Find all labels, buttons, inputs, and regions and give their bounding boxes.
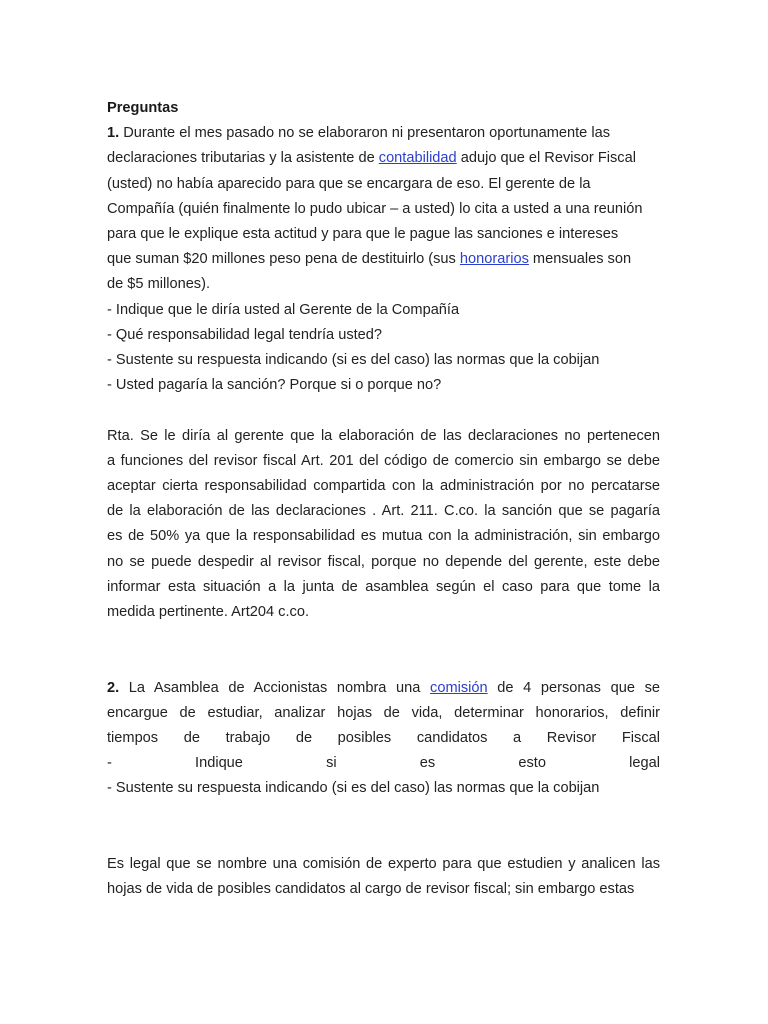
question-2-line: encargue de estudiar, analizar hojas de vida, determinar honorarios, definir: [107, 704, 660, 721]
question-1-text: que suman $20 millones peso pena de destituirlo (sus: [107, 251, 460, 268]
answer-1-line: es de 50% ya que la responsabilidad es mutua con la administración, sin embargo: [107, 528, 660, 545]
spacer: [107, 398, 660, 423]
answer-1-line: medida pertinente. Art204 c.co.: [107, 604, 310, 621]
honorarios-link[interactable]: honorarios: [459, 251, 529, 268]
question-1-line: Compañía (quién finalmente lo pudo ubicar – a usted) lo cita a usted a una reunión: [107, 200, 643, 217]
section-heading: Preguntas: [107, 100, 179, 116]
question-2-line: - Sustente su respuesta indicando (si es del caso) las normas que la cobijan: [107, 780, 600, 797]
answer-1-line: a funciones del revisor fiscal Art. 201 del código de comercio sin embargo se debe: [107, 452, 660, 469]
spacer: [107, 625, 660, 675]
question-1-bullet: - Sustente su respuesta indicando (si es del caso) las normas que la cobijan: [107, 352, 600, 369]
question-1-line: para que le explique esta actitud y para que le pague las sanciones e intereses: [107, 226, 619, 243]
question-2-line: [107, 676, 660, 701]
answer-2-line: Es legal que se nombre una comisión de experto para que estudien y analicen las: [107, 856, 660, 873]
comision-link[interactable]: comisión: [430, 679, 488, 696]
question-1-line: [107, 121, 660, 146]
answer-1-line: Rta. Se le diría al gerente que la elaboración de las declaraciones no pertenecen: [107, 427, 660, 444]
question-1-line: (usted) no había aparecido para que se encargara de eso. El gerente de la: [107, 175, 591, 192]
question-2-text: La Asamblea de Accionistas nombra una: [119, 679, 431, 696]
question-1-text: declaraciones tributarias y la asistente de: [107, 150, 379, 167]
contabilidad-link[interactable]: contabilidad: [378, 150, 457, 167]
question-2-line: - Indique si es esto legal: [107, 755, 660, 772]
answer-1-line: aceptar cierta responsabilidad compartida con la administración por no percatarse: [107, 478, 660, 495]
question-1-bullet: - Usted pagaría la sanción? Porque si o porque no?: [107, 377, 442, 394]
question-1-text: mensuales son: [528, 251, 632, 268]
question-1-line: [107, 247, 660, 272]
question-1-text: adujo que el Revisor Fiscal: [456, 150, 636, 167]
question-1-line: de $5 millones).: [107, 276, 211, 293]
question-2-number: 2.: [107, 679, 120, 696]
question-1-number: 1.: [107, 125, 120, 142]
answer-1-line: de la elaboración de las declaraciones . Art. 211. C.co. la sanción que se pagaría: [107, 503, 660, 520]
question-2-line: tiempos de trabajo de posibles candidatos a Revisor Fiscal: [107, 730, 660, 747]
question-1-text: Durante el mes pasado no se elaboraron ni presentaron oportunamente las: [119, 125, 610, 142]
question-1-bullet: - Indique que le diría usted al Gerente de la Compañía: [107, 301, 460, 318]
answer-1-line: informar esta situación a la junta de asamblea según el caso para que tome la: [107, 578, 660, 595]
question-1-bullet: - Qué responsabilidad legal tendría usted?: [107, 326, 383, 343]
spacer: [107, 802, 660, 852]
question-1-line: [107, 146, 660, 171]
answer-2-line: hojas de vida de posibles candidatos al cargo de revisor fiscal; sin embargo estas: [107, 881, 635, 898]
question-2-text: de 4 personas que se: [487, 679, 660, 696]
answer-1-line: no se puede despedir al revisor fiscal, porque no depende del gerente, este debe: [107, 553, 660, 570]
